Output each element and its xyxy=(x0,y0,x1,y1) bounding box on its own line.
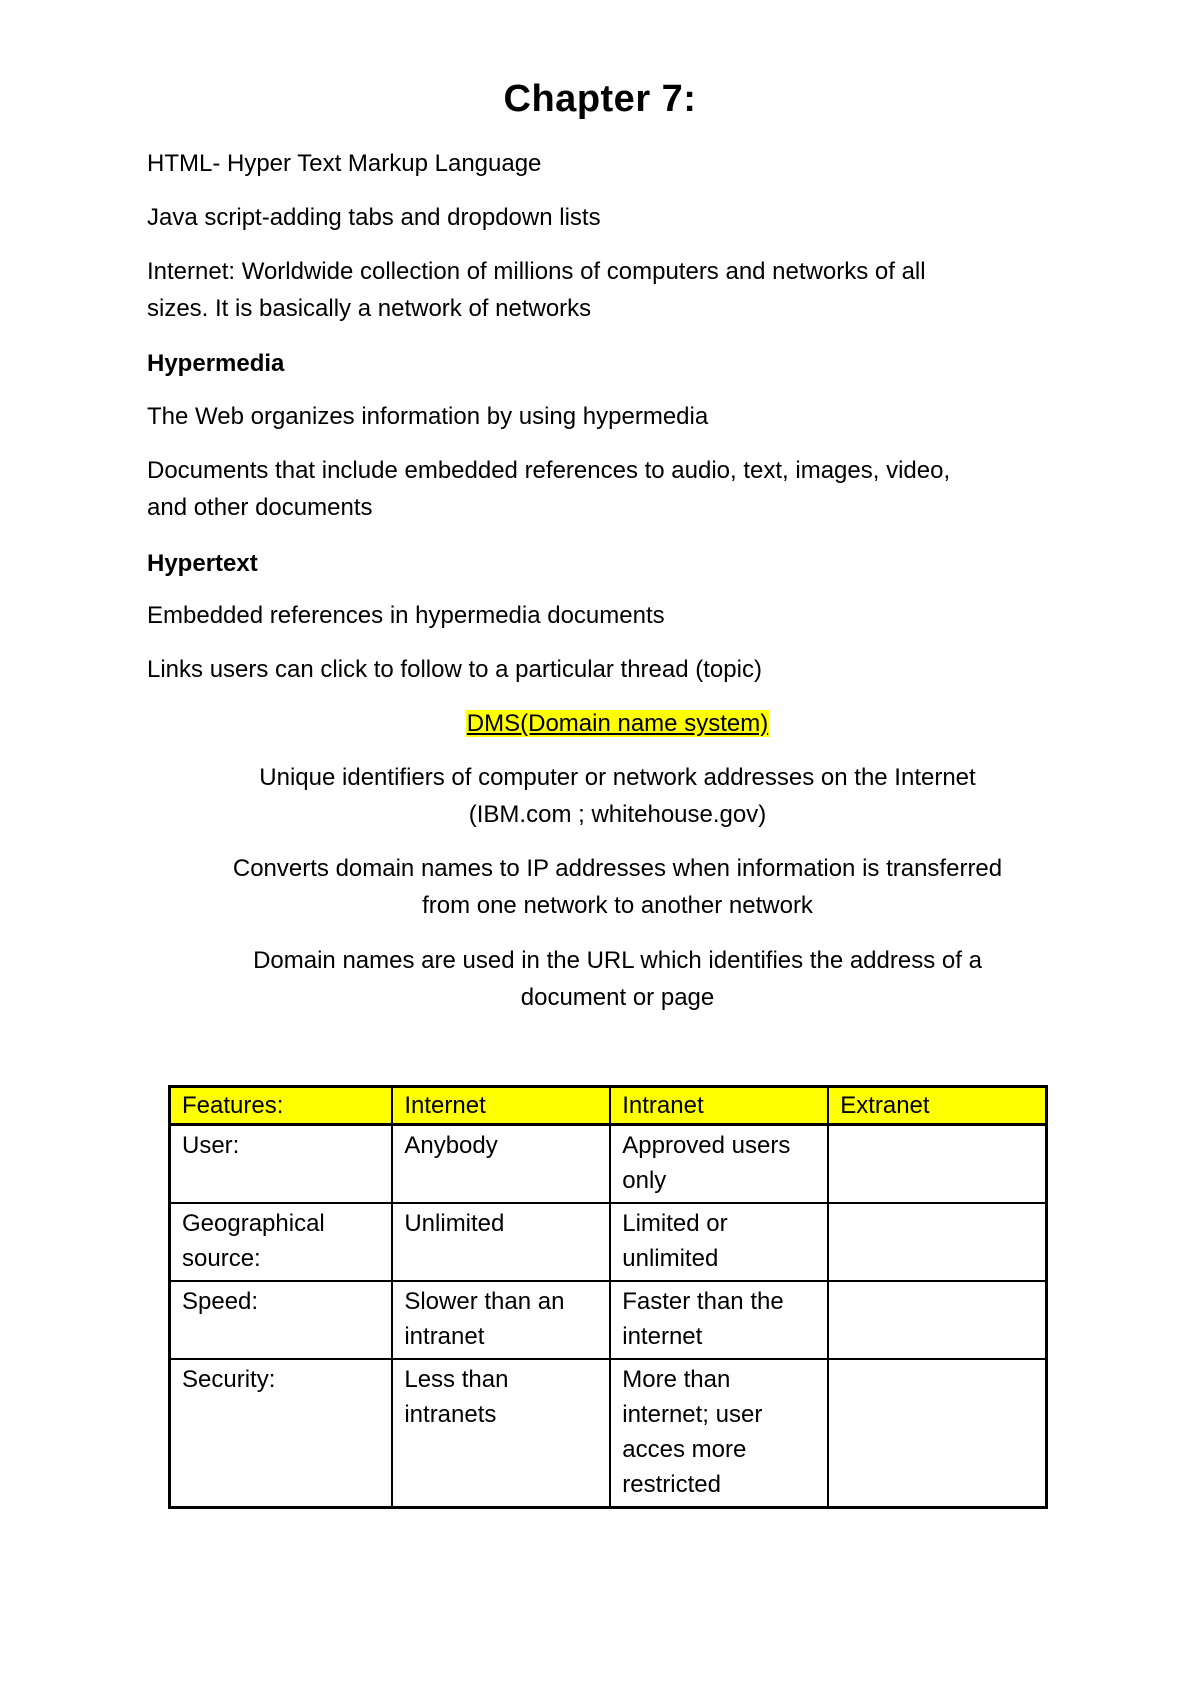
cell-line: intranets xyxy=(404,1401,497,1428)
dms-paragraph xyxy=(165,942,1070,1016)
hypertext-line: Links users can click to follow to a particular thread (topic) xyxy=(147,656,762,683)
dms-paragraph xyxy=(165,850,1070,924)
internet-definition-line: sizes. It is basically a network of networks xyxy=(147,295,592,322)
table-cell-intranet xyxy=(610,1125,828,1204)
table-cell-internet xyxy=(392,1281,610,1359)
dms-heading-wrap xyxy=(165,705,1070,742)
table-header-cell: Internet xyxy=(392,1087,610,1125)
table-cell-extranet xyxy=(828,1203,1046,1281)
cell-line: Slower than an xyxy=(404,1288,565,1315)
cell-line: only xyxy=(622,1167,667,1194)
table-header-cell: Intranet xyxy=(610,1087,828,1125)
dms-paragraph xyxy=(165,759,1070,833)
dms-paragraph-line: Converts domain names to IP addresses when information is transferred xyxy=(232,855,1003,882)
cell-line: internet; user xyxy=(622,1401,763,1428)
cell-line: Limited or xyxy=(622,1210,728,1237)
table-row xyxy=(170,1203,1047,1281)
table-cell-internet xyxy=(392,1203,610,1281)
html-definition: HTML- Hyper Text Markup Language xyxy=(147,150,542,177)
table-cell-feature: Speed: xyxy=(170,1281,393,1359)
table-cell-feature xyxy=(170,1203,393,1281)
cell-line: intranet xyxy=(404,1323,485,1350)
hypertext-heading: Hypertext xyxy=(147,550,258,577)
cell-line: unlimited xyxy=(622,1245,719,1272)
hypertext-line: Embedded references in hypermedia documents xyxy=(147,602,665,629)
comparison-table xyxy=(168,1085,1048,1509)
table-cell-internet xyxy=(392,1125,610,1204)
table-header-cell: Extranet xyxy=(828,1087,1046,1125)
table-cell-intranet xyxy=(610,1281,828,1359)
hypermedia-heading: Hypermedia xyxy=(147,350,285,377)
table-cell-feature: Security: xyxy=(170,1359,393,1508)
dms-heading: DMS(Domain name system) xyxy=(466,710,769,737)
javascript-definition: Java script-adding tabs and dropdown lists xyxy=(147,204,601,231)
hypermedia-documents-line: Documents that include embedded references to audio, text, images, video, xyxy=(147,457,951,484)
cell-line: internet xyxy=(622,1323,703,1350)
cell-line: More than xyxy=(622,1366,731,1393)
cell-line: Approved users xyxy=(622,1132,791,1159)
cell-line: restricted xyxy=(622,1471,721,1498)
table-cell-intranet xyxy=(610,1359,828,1508)
cell-line: Geographical xyxy=(182,1210,325,1237)
table-cell-internet xyxy=(392,1359,610,1508)
cell-line: Faster than the xyxy=(622,1288,784,1315)
hypermedia-documents-line: and other documents xyxy=(147,494,373,521)
cell-line: Unlimited xyxy=(404,1210,505,1237)
dms-paragraph-line: Domain names are used in the URL which identifies the address of a xyxy=(253,947,982,974)
cell-line: source: xyxy=(182,1245,261,1272)
dms-paragraph-line: Unique identifiers of computer or network addresses on the Internet xyxy=(259,764,976,791)
table-header-row xyxy=(170,1087,1047,1125)
hypermedia-line: The Web organizes information by using hypermedia xyxy=(147,403,709,430)
dms-paragraph-line: (IBM.com ; whitehouse.gov) xyxy=(468,801,767,828)
table-row xyxy=(170,1281,1047,1359)
table-cell-extranet xyxy=(828,1359,1046,1508)
table-header-cell: Features: xyxy=(170,1087,393,1125)
cell-line: Anybody xyxy=(404,1132,498,1159)
table-cell-extranet xyxy=(828,1125,1046,1204)
internet-definition xyxy=(147,253,1047,327)
table-row xyxy=(170,1125,1047,1204)
cell-line: Less than xyxy=(404,1366,509,1393)
page-title: Chapter 7: xyxy=(503,78,697,120)
dms-paragraph-line: document or page xyxy=(520,984,715,1011)
dms-paragraph-line: from one network to another network xyxy=(422,892,813,919)
table-cell-extranet xyxy=(828,1281,1046,1359)
internet-definition-line: Internet: Worldwide collection of millions of computers and networks of all xyxy=(147,258,926,285)
table-cell-feature: User: xyxy=(170,1125,393,1204)
hypermedia-documents xyxy=(147,452,1047,526)
table-cell-intranet xyxy=(610,1203,828,1281)
table-row xyxy=(170,1359,1047,1508)
cell-line: acces more xyxy=(622,1436,747,1463)
